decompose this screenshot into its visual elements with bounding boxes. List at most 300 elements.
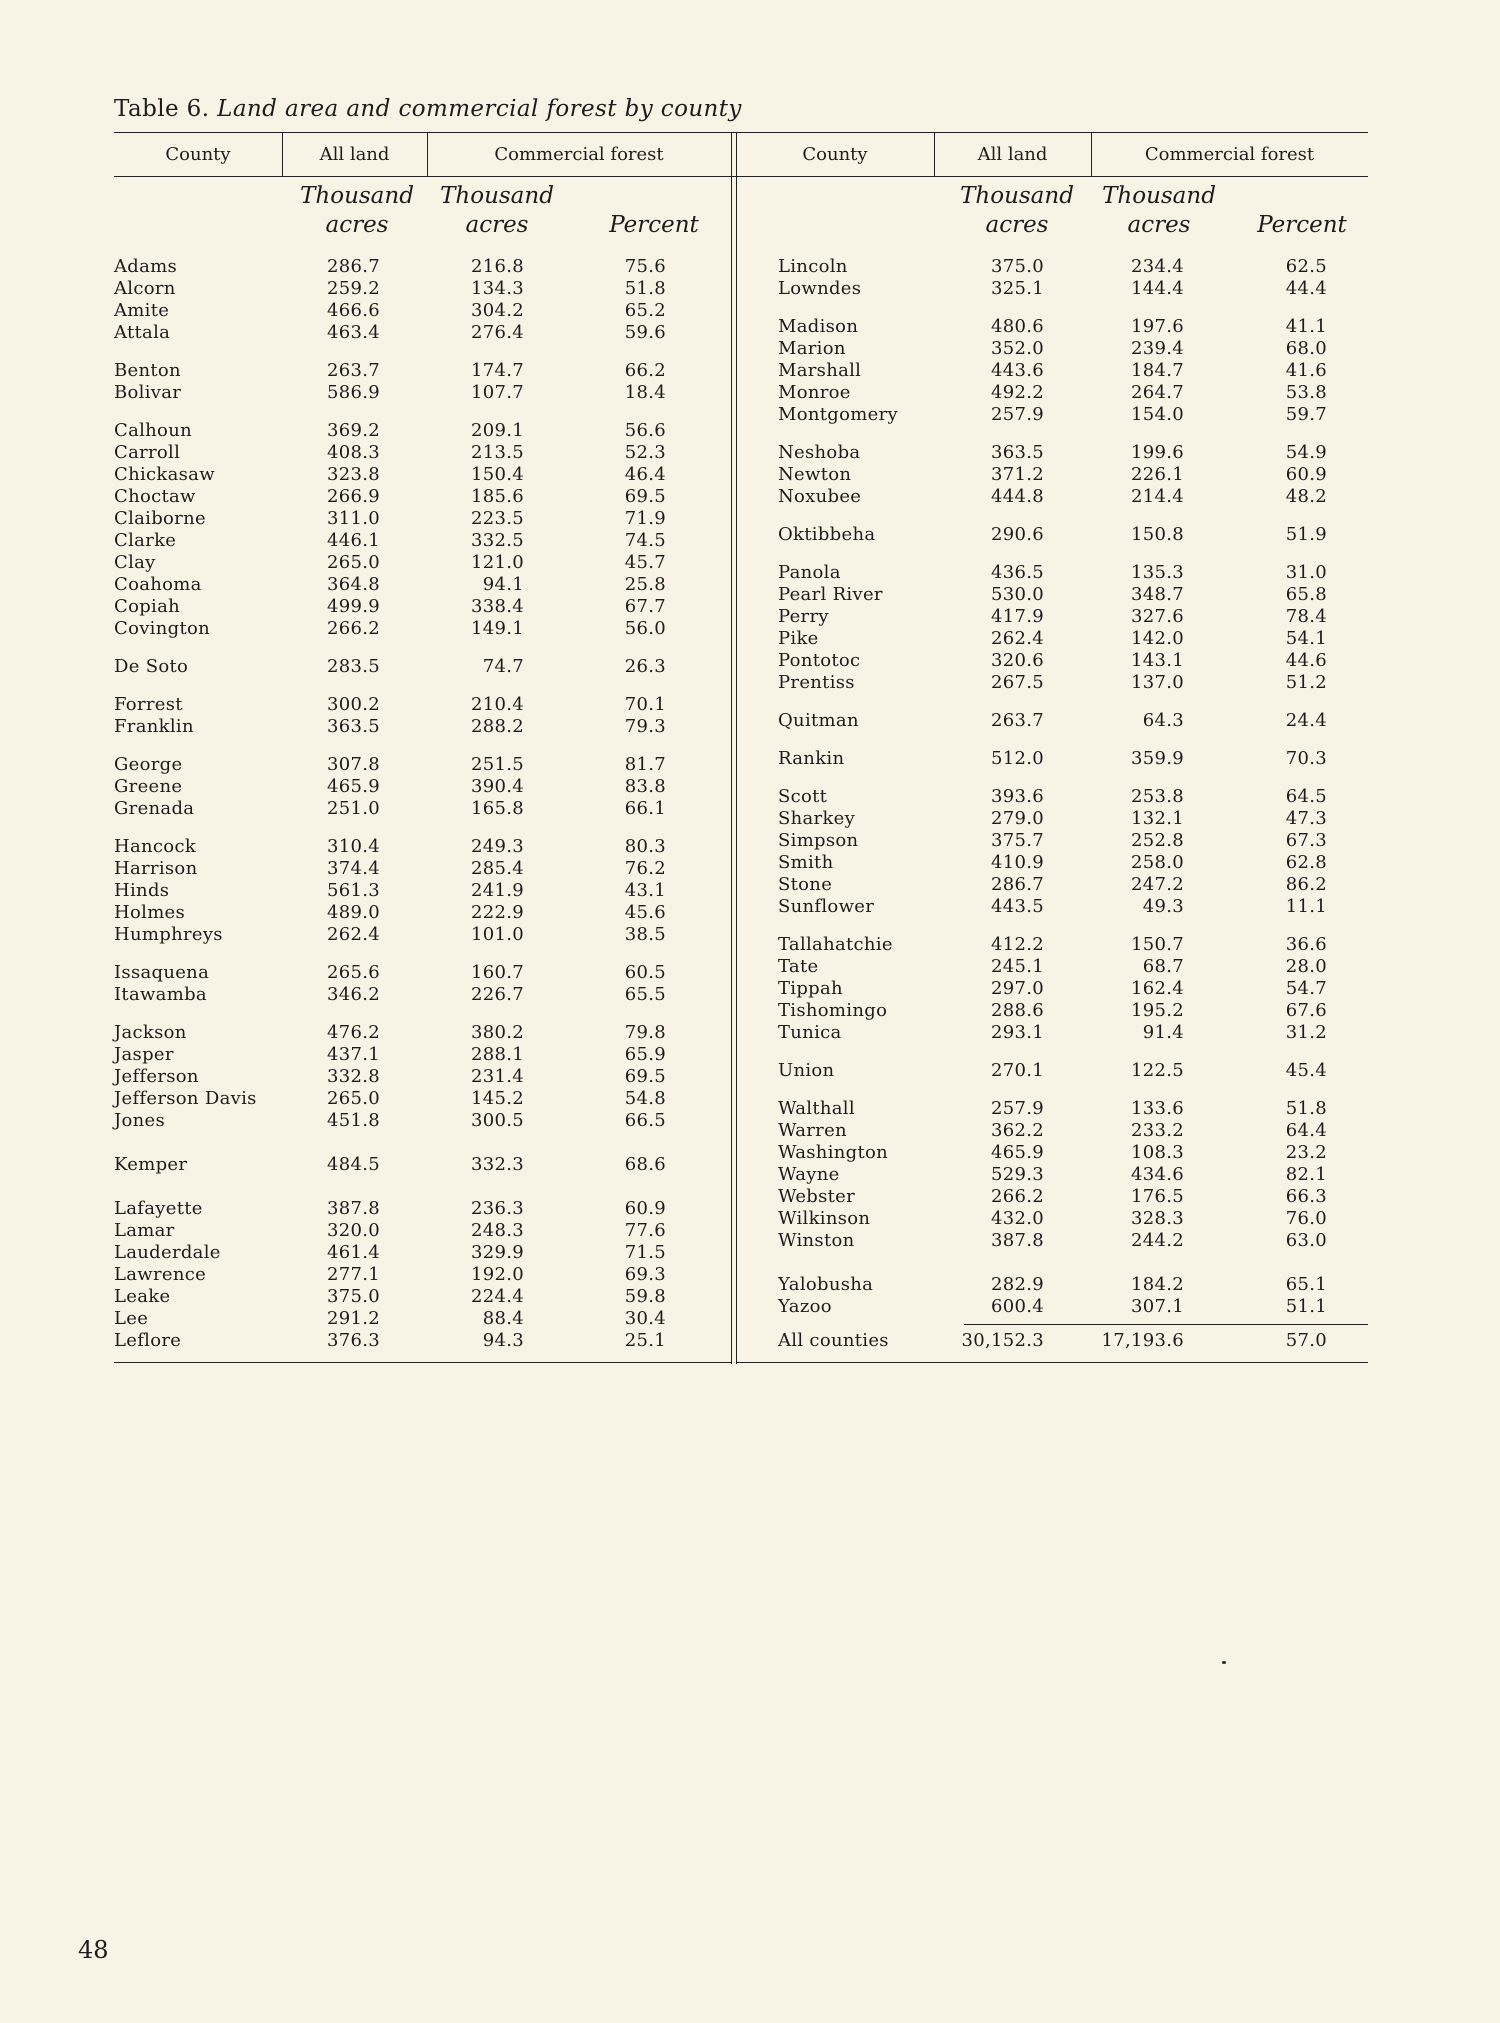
county-name: Marshall: [778, 360, 862, 381]
all-land-value: 600.4: [990, 1296, 1044, 1317]
table-row: [114, 278, 1368, 300]
table-row: [114, 650, 1368, 672]
header-bottom-rule: [114, 176, 1368, 177]
table-row: [114, 256, 1368, 278]
forest-percent-value: 52.3: [624, 442, 666, 463]
forest-percent-value: 66.1: [624, 798, 666, 819]
all-land-value: 387.8: [326, 1198, 380, 1219]
forest-acres-value: 231.4: [470, 1066, 524, 1087]
forest-percent-value: 54.1: [1285, 628, 1327, 649]
table-label: Table 6.: [114, 96, 210, 122]
table-row: [114, 360, 1368, 382]
unit-word: Thousand: [960, 183, 1074, 209]
page-number: 48: [78, 1936, 109, 1964]
table-row: [114, 1208, 1368, 1230]
forest-acres-value: 150.7: [1130, 934, 1184, 955]
forest-acres-value: 236.3: [470, 1198, 524, 1219]
county-name: Benton: [114, 360, 181, 381]
forest-acres-value: 210.4: [470, 694, 524, 715]
forest-acres-value: 241.9: [470, 880, 524, 901]
all-land-value: 352.0: [990, 338, 1044, 359]
county-name: Claiborne: [114, 508, 206, 529]
forest-percent-value: 68.6: [624, 1154, 666, 1175]
table-title: Land area and commercial forest by county: [217, 96, 742, 122]
forest-acres-value: 135.3: [1130, 562, 1184, 583]
county-name: Warren: [778, 1120, 847, 1141]
all-land-value: 499.9: [326, 596, 380, 617]
county-name: Perry: [778, 606, 829, 627]
county-name: Coahoma: [114, 574, 202, 595]
forest-percent-value: 31.2: [1285, 1022, 1327, 1043]
county-name: Choctaw: [114, 486, 196, 507]
county-name: Hinds: [114, 880, 170, 901]
all-land-value: 408.3: [326, 442, 380, 463]
forest-acres-value: 149.1: [470, 618, 524, 639]
all-land-value: 310.4: [326, 836, 380, 857]
unit-all-land: [952, 182, 1082, 240]
forest-acres-value: 184.7: [1130, 360, 1184, 381]
all-land-value: 364.8: [326, 574, 380, 595]
forest-percent-value: 67.6: [1285, 1000, 1327, 1021]
all-land-value: 307.8: [326, 754, 380, 775]
forest-acres-value: 226.1: [1130, 464, 1184, 485]
table-row: [114, 524, 1368, 546]
county-name: Holmes: [114, 902, 186, 923]
all-land-value: 259.2: [326, 278, 380, 299]
unit-forest-acres: [1094, 182, 1224, 240]
county-name: Montgomery: [778, 404, 898, 425]
forest-acres-value: 223.5: [470, 508, 524, 529]
unit-word: Percent: [609, 212, 699, 238]
forest-percent-value: 51.9: [1285, 524, 1327, 545]
forest-acres-value: 249.3: [470, 836, 524, 857]
all-land-value: 443.5: [990, 896, 1044, 917]
forest-percent-value: 63.0: [1285, 1230, 1327, 1251]
county-name: Jones: [114, 1110, 166, 1131]
table-row: [114, 316, 1368, 338]
forest-acres-value: 145.2: [470, 1088, 524, 1109]
forest-acres-value: 216.8: [470, 256, 524, 277]
header-county: County: [802, 144, 868, 165]
table-row: [114, 672, 1368, 694]
all-land-value: 376.3: [326, 1330, 380, 1351]
forest-percent-value: 64.5: [1285, 786, 1327, 807]
county-name: Neshoba: [778, 442, 861, 463]
forest-acres-value: 74.7: [482, 656, 524, 677]
forest-percent-value: 59.7: [1285, 404, 1327, 425]
county-name: Carroll: [114, 442, 181, 463]
forest-acres-value: 150.8: [1130, 524, 1184, 545]
forest-percent-value: 38.5: [624, 924, 666, 945]
forest-percent-value: 66.2: [624, 360, 666, 381]
forest-percent-value: 81.7: [624, 754, 666, 775]
county-name: Lowndes: [778, 278, 862, 299]
county-name: Lauderdale: [114, 1242, 221, 1263]
county-name: Tate: [778, 956, 819, 977]
forest-acres-value: 185.6: [470, 486, 524, 507]
all-land-value: 371.2: [990, 464, 1044, 485]
forest-percent-value: 51.1: [1285, 1296, 1327, 1317]
forest-percent-value: 54.9: [1285, 442, 1327, 463]
forest-acres-value: 307.1: [1130, 1296, 1184, 1317]
forest-percent-value: 47.3: [1285, 808, 1327, 829]
forest-percent-value: 41.6: [1285, 360, 1327, 381]
forest-percent-value: 62.8: [1285, 852, 1327, 873]
county-name: Wayne: [778, 1164, 840, 1185]
all-land-value: 375.0: [990, 256, 1044, 277]
all-land-value: 320.0: [326, 1220, 380, 1241]
county-name: Jefferson Davis: [114, 1088, 257, 1109]
forest-acres-value: 338.4: [470, 596, 524, 617]
all-land-value: 262.4: [326, 924, 380, 945]
table-row: [114, 1000, 1368, 1022]
table-row: [114, 382, 1368, 404]
forest-percent-value: 65.9: [624, 1044, 666, 1065]
all-land-value: 374.4: [326, 858, 380, 879]
table-row: [114, 1296, 1368, 1318]
forest-acres-value: 94.3: [482, 1330, 524, 1351]
all-land-value: 463.4: [326, 322, 380, 343]
header-commercial-forest: Commercial forest: [1144, 144, 1315, 165]
table-row: [114, 786, 1368, 808]
forest-acres-value: 251.5: [470, 754, 524, 775]
forest-acres-value: 288.2: [470, 716, 524, 737]
forest-percent-value: 51.2: [1285, 672, 1327, 693]
forest-percent-value: 46.4: [624, 464, 666, 485]
county-name: Quitman: [778, 710, 859, 731]
all-land-value: 286.7: [990, 874, 1044, 895]
forest-percent-value: 60.5: [624, 962, 666, 983]
forest-acres-value: 160.7: [470, 962, 524, 983]
county-name: Rankin: [778, 748, 845, 769]
forest-percent-value: 70.1: [624, 694, 666, 715]
forest-percent-value: 69.5: [624, 486, 666, 507]
county-name: Tallahatchie: [778, 934, 893, 955]
all-land-value: 290.6: [990, 524, 1044, 545]
forest-percent-value: 67.3: [1285, 830, 1327, 851]
forest-percent-value: 18.4: [624, 382, 666, 403]
forest-acres-value: 137.0: [1130, 672, 1184, 693]
all-land-value: 266.2: [326, 618, 380, 639]
unit-percent: [589, 182, 719, 240]
forest-acres-value: 107.7: [470, 382, 524, 403]
county-name: Issaquena: [114, 962, 210, 983]
forest-acres-value: 224.4: [470, 1286, 524, 1307]
forest-acres-value: 214.4: [1130, 486, 1184, 507]
all-land-value: 266.2: [990, 1186, 1044, 1207]
forest-acres-value: 329.9: [470, 1242, 524, 1263]
forest-percent-value: 65.8: [1285, 584, 1327, 605]
unit-forest-acres: [432, 182, 562, 240]
all-land-value: 393.6: [990, 786, 1044, 807]
forest-percent-value: 65.5: [624, 984, 666, 1005]
all-land-value: 291.2: [326, 1308, 380, 1329]
county-name: Covington: [114, 618, 211, 639]
forest-percent-value: 53.8: [1285, 382, 1327, 403]
all-land-value: 288.6: [990, 1000, 1044, 1021]
forest-percent-value: 25.8: [624, 574, 666, 595]
forest-acres-value: 380.2: [470, 1022, 524, 1043]
table-row: [114, 1164, 1368, 1186]
all-land-value: 417.9: [990, 606, 1044, 627]
county-name: Yazoo: [778, 1296, 832, 1317]
forest-acres-value: 132.1: [1130, 808, 1184, 829]
forest-percent-value: 77.6: [624, 1220, 666, 1241]
unit-percent: [1237, 182, 1367, 240]
all-land-value: 265.0: [326, 552, 380, 573]
table-row: [114, 606, 1368, 628]
all-land-value: 484.5: [326, 1154, 380, 1175]
table-row: [114, 464, 1368, 486]
forest-acres-value: 122.5: [1130, 1060, 1184, 1081]
county-name: George: [114, 754, 183, 775]
all-land-value: 586.9: [326, 382, 380, 403]
county-name: Webster: [778, 1186, 856, 1207]
county-name: Sunflower: [778, 896, 875, 917]
forest-acres-value: 154.0: [1130, 404, 1184, 425]
forest-percent-value: 86.2: [1285, 874, 1327, 895]
forest-percent-value: 44.4: [1285, 278, 1327, 299]
all-land-value: 282.9: [990, 1274, 1044, 1295]
forest-percent-value: 60.9: [624, 1198, 666, 1219]
all-land-value: 251.0: [326, 798, 380, 819]
forest-acres-value: 195.2: [1130, 1000, 1184, 1021]
forest-acres-value: 144.4: [1130, 278, 1184, 299]
forest-percent-value: 65.1: [1285, 1274, 1327, 1295]
county-name: Pearl River: [778, 584, 883, 605]
forest-acres-value: 197.6: [1130, 316, 1184, 337]
county-name: Oktibbeha: [778, 524, 876, 545]
table-row: [114, 830, 1368, 852]
all-land-value: 410.9: [990, 852, 1044, 873]
forest-percent-value: 30.4: [624, 1308, 666, 1329]
forest-percent-value: 75.6: [624, 256, 666, 277]
county-name: All counties: [778, 1330, 889, 1351]
forest-percent-value: 82.1: [1285, 1164, 1327, 1185]
forest-percent-value: 79.3: [624, 716, 666, 737]
all-land-value: 461.4: [326, 1242, 380, 1263]
forest-acres-value: 133.6: [1130, 1098, 1184, 1119]
forest-acres-value: 233.2: [1130, 1120, 1184, 1141]
county-name: De Soto: [114, 656, 189, 677]
county-name: Tishomingo: [778, 1000, 888, 1021]
all-land-value: 267.5: [990, 672, 1044, 693]
forest-percent-value: 62.5: [1285, 256, 1327, 277]
all-land-value: 369.2: [326, 420, 380, 441]
county-name: Adams: [114, 256, 178, 277]
county-name: Jasper: [114, 1044, 174, 1065]
county-name: Sharkey: [778, 808, 856, 829]
all-land-value: 466.6: [326, 300, 380, 321]
forest-acres-value: 327.6: [1130, 606, 1184, 627]
all-land-value: 446.1: [326, 530, 380, 551]
county-name: Panola: [778, 562, 841, 583]
header-all-land: All land: [319, 144, 390, 165]
all-land-value: 283.5: [326, 656, 380, 677]
forest-acres-value: 276.4: [470, 322, 524, 343]
forest-acres-value: 49.3: [1142, 896, 1184, 917]
total-row: [114, 1330, 1368, 1352]
forest-percent-value: 48.2: [1285, 486, 1327, 507]
table-row: [114, 1230, 1368, 1252]
forest-acres-value: 17,193.6: [1101, 1330, 1184, 1351]
forest-percent-value: 69.3: [624, 1264, 666, 1285]
unit-word: acres: [1127, 212, 1191, 238]
all-land-value: 262.4: [990, 628, 1044, 649]
county-name: Alcorn: [114, 278, 176, 299]
table-row: [114, 628, 1368, 650]
county-name: Wilkinson: [778, 1208, 871, 1229]
county-name: Harrison: [114, 858, 198, 879]
county-name: Smith: [778, 852, 834, 873]
forest-percent-value: 78.4: [1285, 606, 1327, 627]
county-name: Grenada: [114, 798, 195, 819]
table-row: [114, 896, 1368, 918]
forest-acres-value: 108.3: [1130, 1142, 1184, 1163]
all-land-value: 492.2: [990, 382, 1044, 403]
all-land-value: 375.7: [990, 830, 1044, 851]
county-name: Pike: [778, 628, 819, 649]
forest-acres-value: 300.5: [470, 1110, 524, 1131]
county-name: Franklin: [114, 716, 194, 737]
all-land-value: 265.6: [326, 962, 380, 983]
county-name: Pontotoc: [778, 650, 861, 671]
table-row: [114, 562, 1368, 584]
county-name: Lawrence: [114, 1264, 207, 1285]
all-land-value: 530.0: [990, 584, 1044, 605]
all-land-value: 293.1: [990, 1022, 1044, 1043]
table-row: [114, 874, 1368, 896]
forest-percent-value: 67.7: [624, 596, 666, 617]
unit-word: acres: [985, 212, 1049, 238]
county-name: Walthall: [778, 1098, 855, 1119]
forest-acres-value: 134.3: [470, 278, 524, 299]
all-land-value: 561.3: [326, 880, 380, 901]
forest-percent-value: 71.9: [624, 508, 666, 529]
county-name: Tippah: [778, 978, 843, 999]
county-name: Hancock: [114, 836, 197, 857]
all-land-value: 362.2: [990, 1120, 1044, 1141]
forest-acres-value: 332.3: [470, 1154, 524, 1175]
county-name: Leflore: [114, 1330, 182, 1351]
forest-percent-value: 36.6: [1285, 934, 1327, 955]
forest-percent-value: 41.1: [1285, 316, 1327, 337]
all-land-value: 451.8: [326, 1110, 380, 1131]
forest-acres-value: 248.3: [470, 1220, 524, 1241]
all-land-value: 489.0: [326, 902, 380, 923]
table-row: [114, 748, 1368, 770]
table-row: [114, 1142, 1368, 1164]
forest-acres-value: 68.7: [1142, 956, 1184, 977]
all-land-value: 277.1: [326, 1264, 380, 1285]
forest-percent-value: 66.3: [1285, 1186, 1327, 1207]
unit-word: Thousand: [440, 183, 554, 209]
forest-acres-value: 332.5: [470, 530, 524, 551]
paper-speck: [1222, 1661, 1226, 1664]
forest-acres-value: 64.3: [1142, 710, 1184, 731]
forest-percent-value: 31.0: [1285, 562, 1327, 583]
forest-acres-value: 184.2: [1130, 1274, 1184, 1295]
county-name: Prentiss: [778, 672, 855, 693]
county-name: Washington: [778, 1142, 889, 1163]
table-row: [114, 1060, 1368, 1082]
county-name: Monroe: [778, 382, 851, 403]
header-commercial-forest: Commercial forest: [494, 144, 664, 165]
forest-percent-value: 24.4: [1285, 710, 1327, 731]
forest-percent-value: 59.8: [624, 1286, 666, 1307]
forest-acres-value: 174.7: [470, 360, 524, 381]
all-land-value: 436.5: [990, 562, 1044, 583]
table-row: [114, 1022, 1368, 1044]
forest-acres-value: 328.3: [1130, 1208, 1184, 1229]
unit-word: acres: [465, 212, 529, 238]
all-land-value: 444.8: [990, 486, 1044, 507]
forest-percent-value: 44.6: [1285, 650, 1327, 671]
county-name: Yalobusha: [778, 1274, 874, 1295]
forest-percent-value: 56.0: [624, 618, 666, 639]
county-name: Scott: [778, 786, 828, 807]
table-bottom-rule: [736, 1362, 1368, 1363]
table-caption: [114, 96, 742, 122]
table-row: [114, 404, 1368, 426]
county-name: Tunica: [778, 1022, 842, 1043]
forest-acres-value: 288.1: [470, 1044, 524, 1065]
header-all-land: All land: [977, 144, 1048, 165]
table-top-rule: [114, 132, 1368, 133]
forest-percent-value: 76.0: [1285, 1208, 1327, 1229]
all-land-value: 263.7: [990, 710, 1044, 731]
table-row: [114, 1186, 1368, 1208]
forest-acres-value: 121.0: [470, 552, 524, 573]
county-name: Calhoun: [114, 420, 192, 441]
all-land-value: 311.0: [326, 508, 380, 529]
all-land-value: 387.8: [990, 1230, 1044, 1251]
forest-acres-value: 390.4: [470, 776, 524, 797]
county-name: Stone: [778, 874, 833, 895]
forest-percent-value: 57.0: [1285, 1330, 1327, 1351]
all-land-value: 443.6: [990, 360, 1044, 381]
county-name: Chickasaw: [114, 464, 215, 485]
county-name: Lee: [114, 1308, 149, 1329]
table-row: [114, 442, 1368, 464]
county-name: Jefferson: [114, 1066, 199, 1087]
table-row: [114, 934, 1368, 956]
forest-percent-value: 23.2: [1285, 1142, 1327, 1163]
county-name: Lafayette: [114, 1198, 203, 1219]
county-name: Leake: [114, 1286, 171, 1307]
all-land-value: 480.6: [990, 316, 1044, 337]
all-land-value: 346.2: [326, 984, 380, 1005]
forest-acres-value: 253.8: [1130, 786, 1184, 807]
county-name: Copiah: [114, 596, 181, 617]
forest-acres-value: 258.0: [1130, 852, 1184, 873]
forest-acres-value: 199.6: [1130, 442, 1184, 463]
forest-percent-value: 65.2: [624, 300, 666, 321]
table-row: [114, 584, 1368, 606]
forest-percent-value: 59.6: [624, 322, 666, 343]
forest-percent-value: 60.9: [1285, 464, 1327, 485]
county-name: Newton: [778, 464, 852, 485]
all-land-value: 325.1: [990, 278, 1044, 299]
county-name: Greene: [114, 776, 183, 797]
all-land-value: 263.7: [326, 360, 380, 381]
forest-percent-value: 70.3: [1285, 748, 1327, 769]
forest-percent-value: 45.7: [624, 552, 666, 573]
total-top-rule: [964, 1324, 1368, 1325]
forest-acres-value: 162.4: [1130, 978, 1184, 999]
county-name: Lincoln: [778, 256, 848, 277]
all-land-value: 332.8: [326, 1066, 380, 1087]
